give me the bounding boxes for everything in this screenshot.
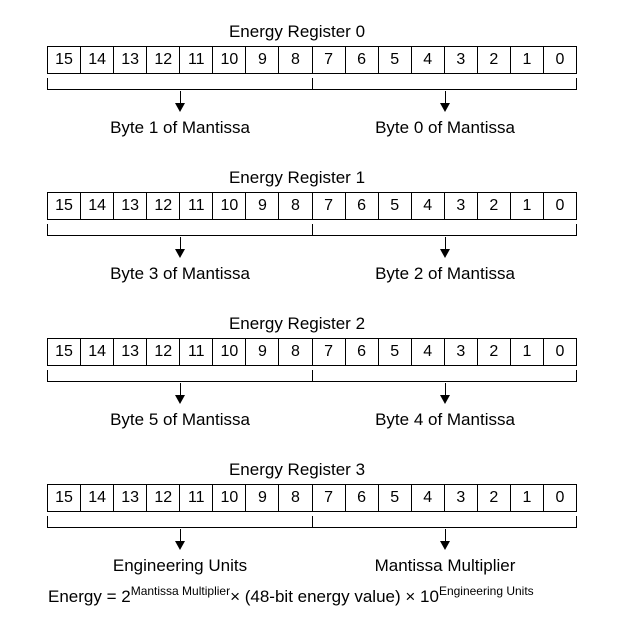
- bit-cell: 4: [412, 339, 445, 365]
- bit-cell: 12: [147, 47, 180, 73]
- bit-cell: 7: [313, 47, 346, 73]
- brace-divider: [312, 516, 313, 527]
- brace-divider: [312, 370, 313, 381]
- bit-cell: 1: [511, 485, 544, 511]
- byte-brace: [47, 224, 577, 236]
- byte-brace: [47, 78, 577, 90]
- register-title: Energy Register 0: [228, 22, 366, 41]
- bit-cell: 1: [511, 193, 544, 219]
- bit-cell: 8: [279, 485, 312, 511]
- bit-cell: 2: [478, 485, 511, 511]
- bit-cell: 2: [478, 47, 511, 73]
- arrow-down-icon: [175, 395, 185, 404]
- bit-cell: 5: [379, 339, 412, 365]
- arrow-down-icon: [175, 541, 185, 550]
- bit-cell: 8: [279, 47, 312, 73]
- bit-cell: 15: [48, 47, 81, 73]
- register-title: Energy Register 3: [228, 460, 366, 479]
- left-byte-label: Byte 3 of Mantissa: [110, 264, 250, 283]
- bit-row: [47, 192, 577, 220]
- bit-cell: 9: [246, 193, 279, 219]
- formula-exponent-engineering-units: Engineering Units: [438, 583, 534, 598]
- formula-middle: × (48-bit energy value) × 10: [230, 587, 439, 606]
- bit-cell: 3: [445, 47, 478, 73]
- bit-cell: 0: [555, 197, 565, 214]
- register-title: Energy Register 1: [228, 168, 366, 187]
- right-byte-label: Mantissa Multiplier: [374, 556, 516, 575]
- byte-brace: [47, 370, 577, 382]
- arrow-down-icon: [440, 541, 450, 550]
- left-byte-label: Engineering Units: [112, 556, 248, 575]
- bit-cell: 11: [180, 47, 213, 73]
- bit-cell: 6: [346, 485, 379, 511]
- bit-cell: 4: [412, 193, 445, 219]
- bit-cell: 0: [555, 489, 565, 506]
- bit-cell: 0: [555, 343, 565, 360]
- bit-cell: 2: [478, 193, 511, 219]
- bit-row: [47, 338, 577, 366]
- bit-cell: 4: [412, 485, 445, 511]
- bit-cell: 12: [147, 339, 180, 365]
- arrow-down-icon: [440, 249, 450, 258]
- byte-brace: [47, 516, 577, 528]
- bit-cell: 5: [379, 485, 412, 511]
- bit-cell: 8: [279, 193, 312, 219]
- register-title: Energy Register 2: [228, 314, 366, 333]
- bit-cell: 11: [180, 193, 213, 219]
- bit-cell: 7: [313, 485, 346, 511]
- bit-cell: 15: [48, 485, 81, 511]
- bit-cell: 6: [346, 339, 379, 365]
- bit-cell: 5: [379, 193, 412, 219]
- bit-cell: 10: [213, 339, 246, 365]
- bit-cell: 3: [445, 485, 478, 511]
- brace-divider: [312, 224, 313, 235]
- bit-cell: 4: [412, 47, 445, 73]
- bit-cell: 3: [445, 339, 478, 365]
- bit-cell: 12: [147, 485, 180, 511]
- bit-cell: 13: [114, 193, 147, 219]
- bit-cell: 13: [114, 339, 147, 365]
- brace-divider: [312, 78, 313, 89]
- bit-cell: 14: [81, 339, 114, 365]
- arrow-down-icon: [175, 103, 185, 112]
- bit-cell: 9: [246, 339, 279, 365]
- formula-exponent-mantissa-multiplier: Mantissa Multiplier: [130, 583, 231, 598]
- bit-cell: 14: [81, 47, 114, 73]
- arrow-down-icon: [175, 249, 185, 258]
- bit-cell: 9: [246, 485, 279, 511]
- bit-cell: 0: [555, 51, 565, 68]
- right-byte-label: Byte 2 of Mantissa: [375, 264, 515, 283]
- bit-cell: 1: [511, 47, 544, 73]
- bit-cell: 13: [114, 47, 147, 73]
- bit-cell: 14: [81, 485, 114, 511]
- formula-prefix: Energy = 2: [48, 587, 131, 606]
- bit-cell: 7: [313, 193, 346, 219]
- bit-cell: 9: [246, 47, 279, 73]
- left-byte-label: Byte 5 of Mantissa: [110, 410, 250, 429]
- bit-cell: 13: [114, 485, 147, 511]
- bit-cell: 10: [213, 193, 246, 219]
- bit-row: [47, 46, 577, 74]
- bit-cell: 5: [379, 47, 412, 73]
- bit-cell: 6: [346, 47, 379, 73]
- bit-cell: 10: [213, 485, 246, 511]
- bit-cell: 15: [48, 339, 81, 365]
- bit-cell: 3: [445, 193, 478, 219]
- bit-cell: 10: [213, 47, 246, 73]
- bit-row: [47, 484, 577, 512]
- bit-cell: 1: [511, 339, 544, 365]
- bit-cell: 14: [81, 193, 114, 219]
- bit-cell: 7: [313, 339, 346, 365]
- right-byte-label: Byte 0 of Mantissa: [375, 118, 515, 137]
- energy-formula: [48, 583, 534, 608]
- bit-cell: 8: [279, 339, 312, 365]
- bit-cell: 11: [180, 485, 213, 511]
- right-byte-label: Byte 4 of Mantissa: [375, 410, 515, 429]
- bit-cell: 12: [147, 193, 180, 219]
- arrow-down-icon: [440, 103, 450, 112]
- arrow-down-icon: [440, 395, 450, 404]
- bit-cell: 2: [478, 339, 511, 365]
- bit-cell: 6: [346, 193, 379, 219]
- bit-cell: 15: [48, 193, 81, 219]
- bit-cell: 11: [180, 339, 213, 365]
- left-byte-label: Byte 1 of Mantissa: [110, 118, 250, 137]
